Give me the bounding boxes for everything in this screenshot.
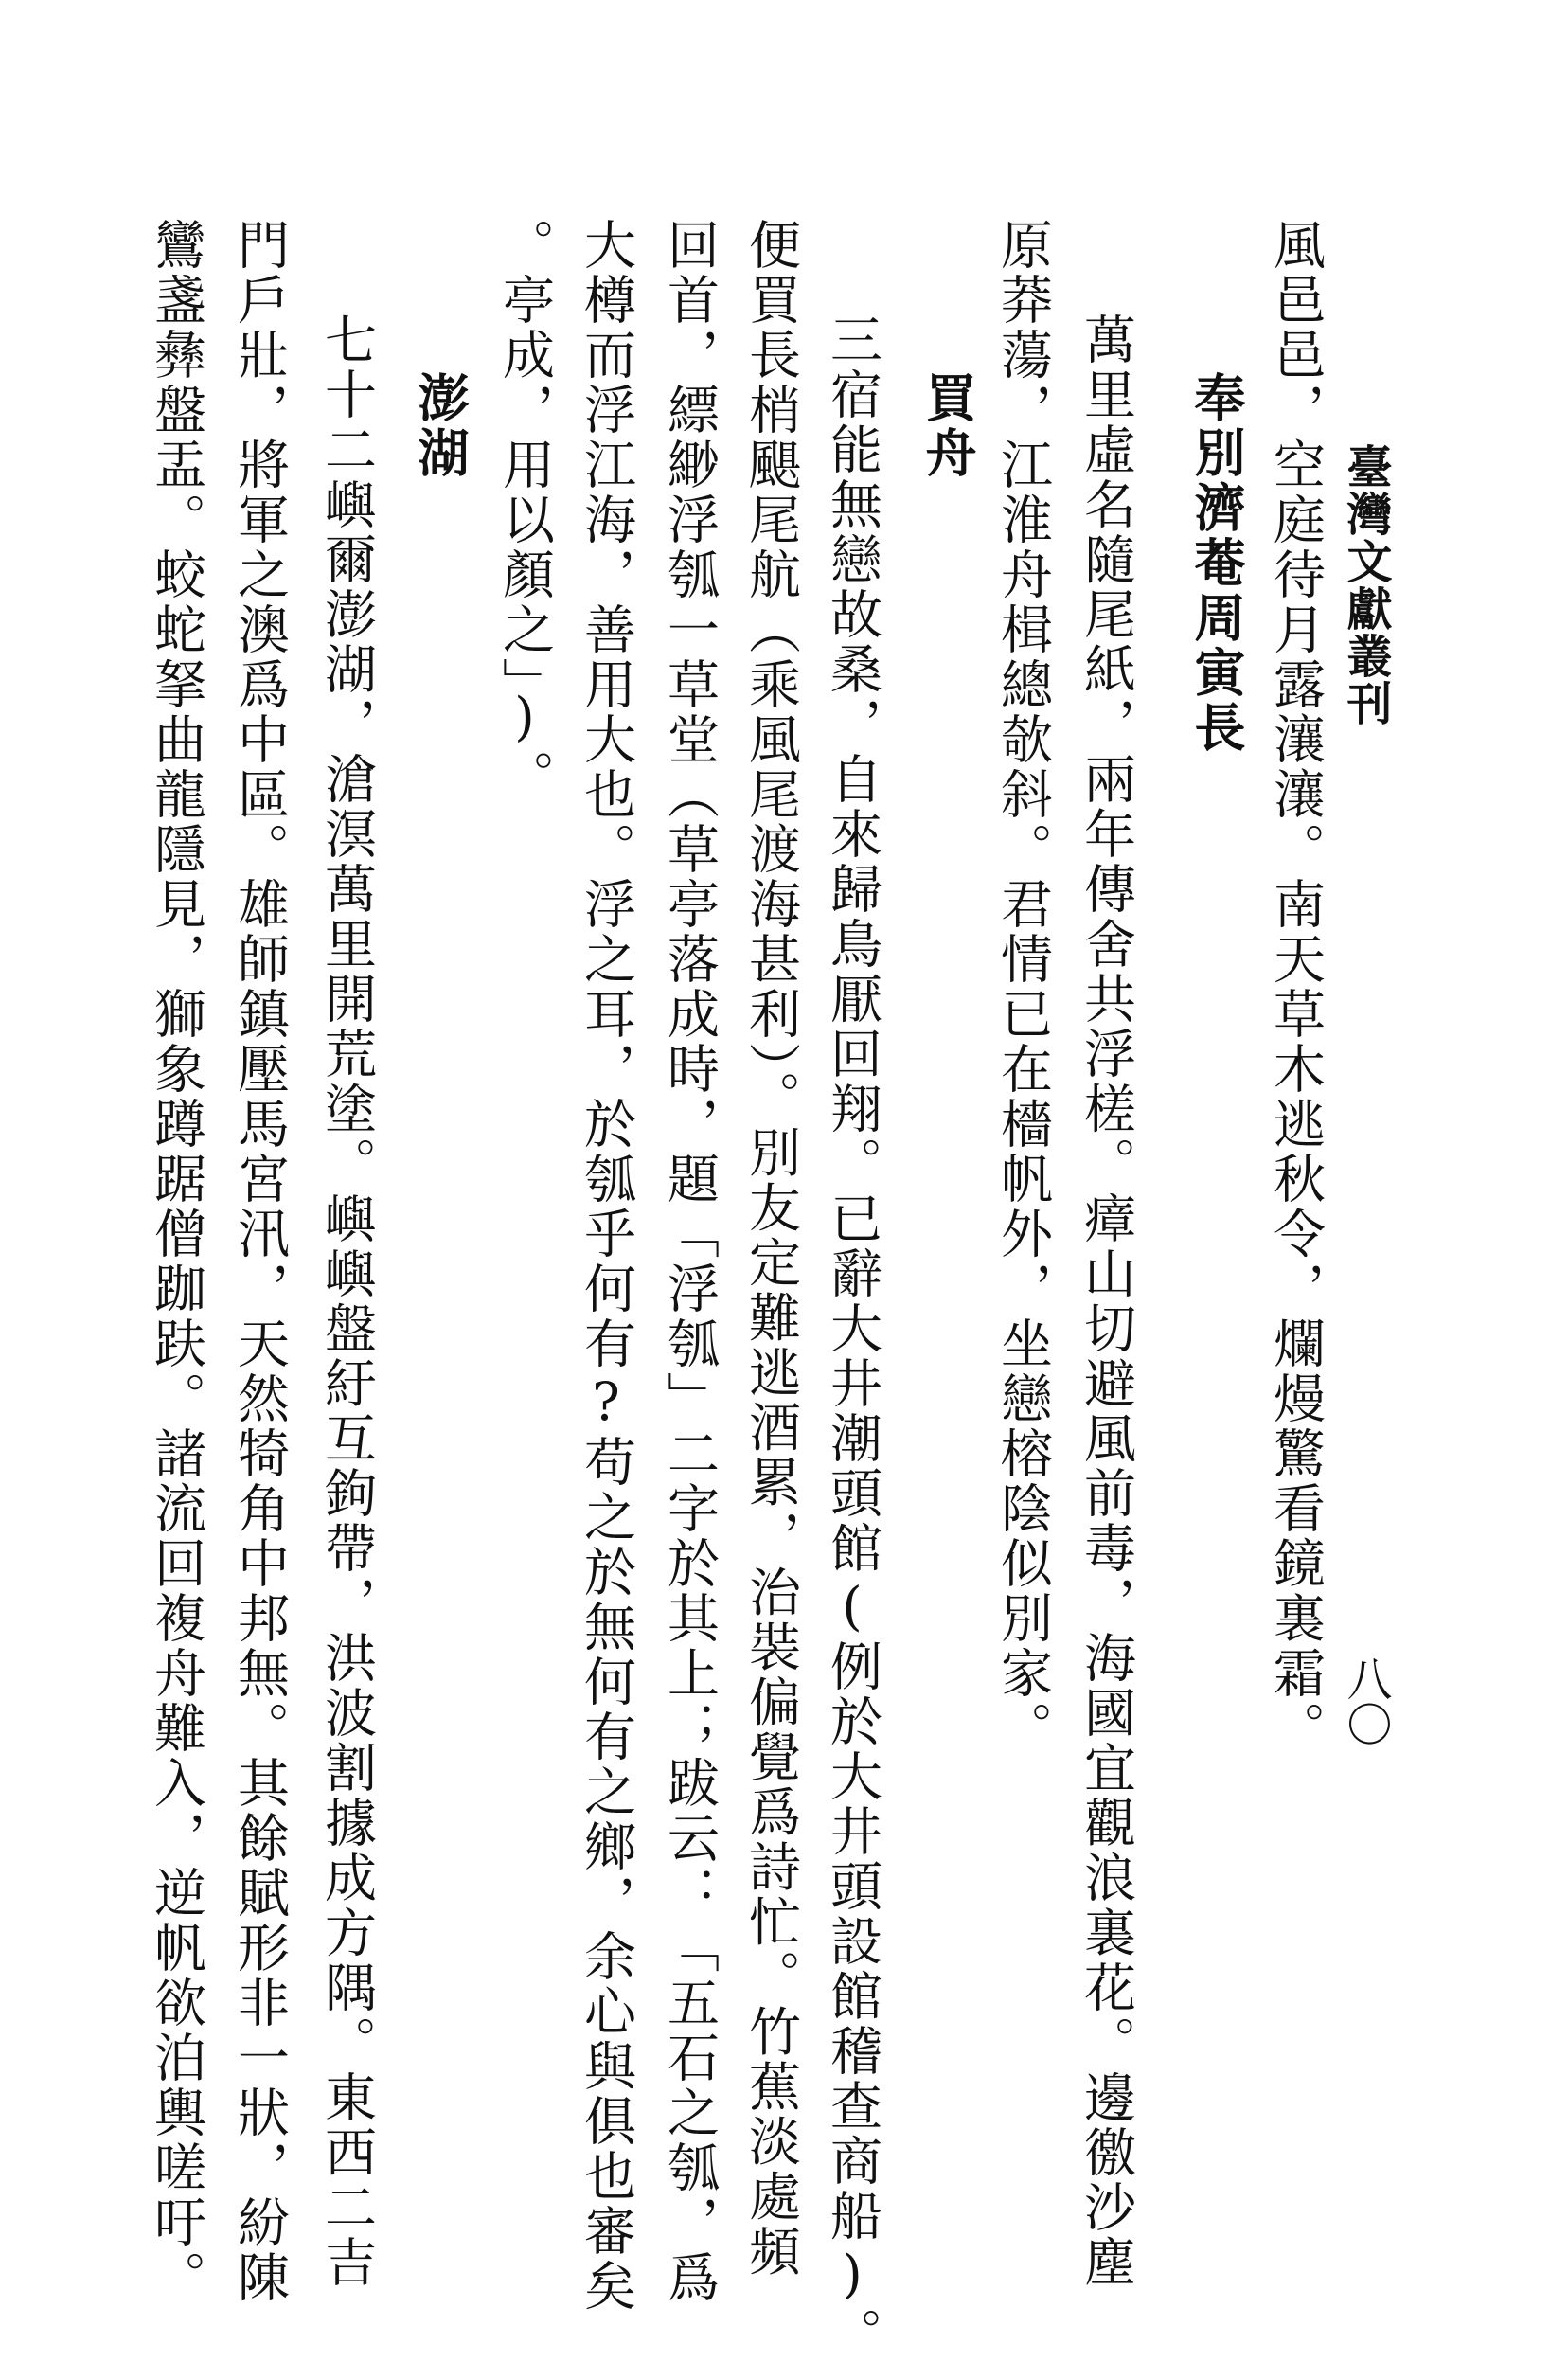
page-number: 八〇 xyxy=(1339,1655,1392,1746)
text-column-3: 原莽蕩，江淮舟楫總欹斜。君情已在檣帆外，坐戀榕陰似別家。 xyxy=(992,218,1053,1756)
text-column-1: 風邑邑，空庭待月露瀼瀼。南天草木逃秋令，爛熳驚看鏡裏霜。 xyxy=(1265,218,1326,1756)
text-column-4: 三宿能無戀故桑，自來歸鳥厭回翔。已辭大井潮頭館(例於大井頭設館稽查商船)。 xyxy=(822,313,882,2362)
text-column-7: 大樽而浮江海，善用大也。浮之耳，於瓠乎何有?苟之於無何有之鄉，余心與俱也審矣 xyxy=(576,218,636,2314)
essay-title: 買舟 xyxy=(918,371,978,481)
text-column-8: 。亭成，用以顏之」)。 xyxy=(494,218,555,805)
text-column-10: 門戶壯，將軍之澳爲中區。雄師鎮壓馬宮汛，天然犄角中邦無。其餘賦形非一狀，紛陳 xyxy=(229,218,290,2305)
text-column-6: 回首，縹緲浮瓠一草堂（草亭落成時，題「浮瓠」二字於其上；跋云：「五石之瓠，爲 xyxy=(659,218,720,2305)
poem-title-2: 澎湖 xyxy=(410,371,471,481)
text-column-9: 七十二嶼爾澎湖，滄溟萬里開荒塗。嶼嶼盤紆互鉤帶，洪波割據成方隅。東西二吉 xyxy=(316,313,377,2290)
text-column-2: 萬里虛名隨尾紙，兩年傳舍共浮槎。瘴山切避風前毒，海國宜觀浪裏花。邊徼沙塵 xyxy=(1076,313,1136,2290)
running-title: 臺灣文獻叢刊 xyxy=(1339,443,1392,727)
text-column-5: 便買長梢颶尾航（乘風尾渡海甚利）。別友定難逃酒累，治裝偏覺爲詩忙。竹蕉淡處頻 xyxy=(740,218,801,2280)
poem-title-1: 奉別濟菴周寅長 xyxy=(1186,371,1247,756)
text-column-11: 鸞盞彝盤盂。蛟蛇拏曲龍隱見，獅象蹲踞僧跏趺。諸流回複舟難入，逆帆欲泊輿嗟吁。 xyxy=(146,218,206,2305)
